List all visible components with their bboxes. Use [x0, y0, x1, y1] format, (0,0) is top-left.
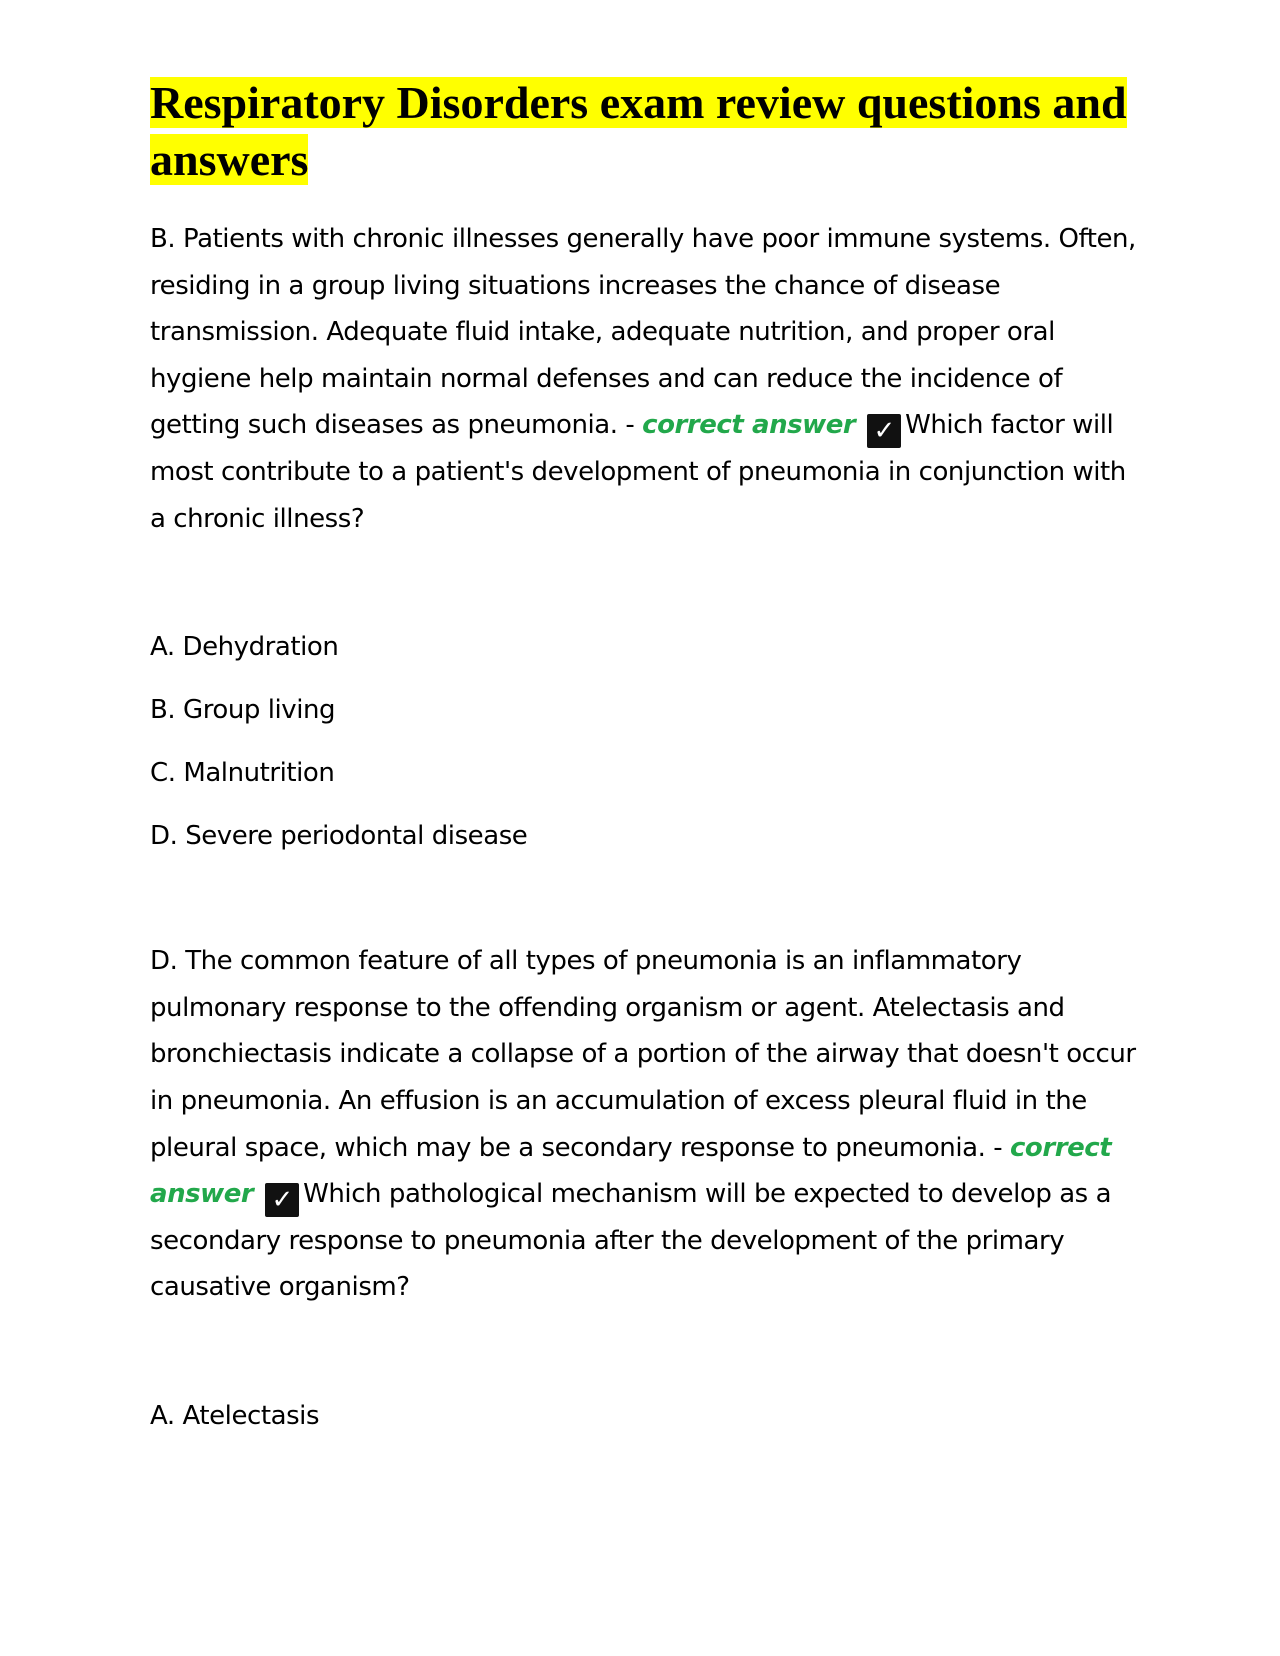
- q2-explanation: D. The common feature of all types of pneumonia is an inflammatory pulmonary response to the offending organism or agent. Atelectasis and bronchiectasis indicate a collapse of a portion of the airway that doesn't occur in pneumonia. An effusion is an accumulation of excess pleural fluid in the pleural space, which may be a secondary response to pneumonia. -: [150, 946, 1136, 1163]
- check-mark-icon: ✓: [867, 414, 901, 448]
- q1-option-b: B. Group living: [150, 695, 336, 726]
- q1-paragraph: [150, 216, 1140, 542]
- check-mark-icon: ✓: [265, 1183, 299, 1217]
- q1-option-a: A. Dehydration: [150, 632, 339, 663]
- q1-question: Which factor will most contribute to a patient's development of pneumonia in conjunction with a chronic illness?: [150, 410, 1126, 534]
- q1-option-d: D. Severe periodontal disease: [150, 821, 528, 852]
- q2-options-list: [150, 1399, 1140, 1433]
- q1-option-c: C. Malnutrition: [150, 758, 335, 789]
- q1-correct-answer-label: correct answer: [642, 410, 856, 441]
- document-content: [150, 74, 1140, 1462]
- page-title: [150, 74, 1140, 188]
- q1-options-list: [150, 630, 1140, 853]
- q1-explanation: B. Patients with chronic illnesses generally have poor immune systems. Often, residing in a group living situations increases the chance of disease transmission. Adequate fluid intake, adequate nutrition, and proper oral hygiene help maintain normal defenses and can reduce the incidence of getting such diseases as pneumonia. -: [150, 224, 1136, 441]
- q2-correct-answer-label: correct answer: [150, 1132, 1112, 1210]
- q2-option-a: A. Atelectasis: [150, 1400, 320, 1431]
- title-highlight: Respiratory Disorders exam review questions and answers: [150, 77, 1127, 185]
- q2-question: Which pathological mechanism will be expected to develop as a secondary response to pneumonia after the development of the primary causative organism?: [150, 1179, 1112, 1303]
- section-spacer: [150, 882, 1140, 938]
- q2-paragraph: [150, 938, 1140, 1311]
